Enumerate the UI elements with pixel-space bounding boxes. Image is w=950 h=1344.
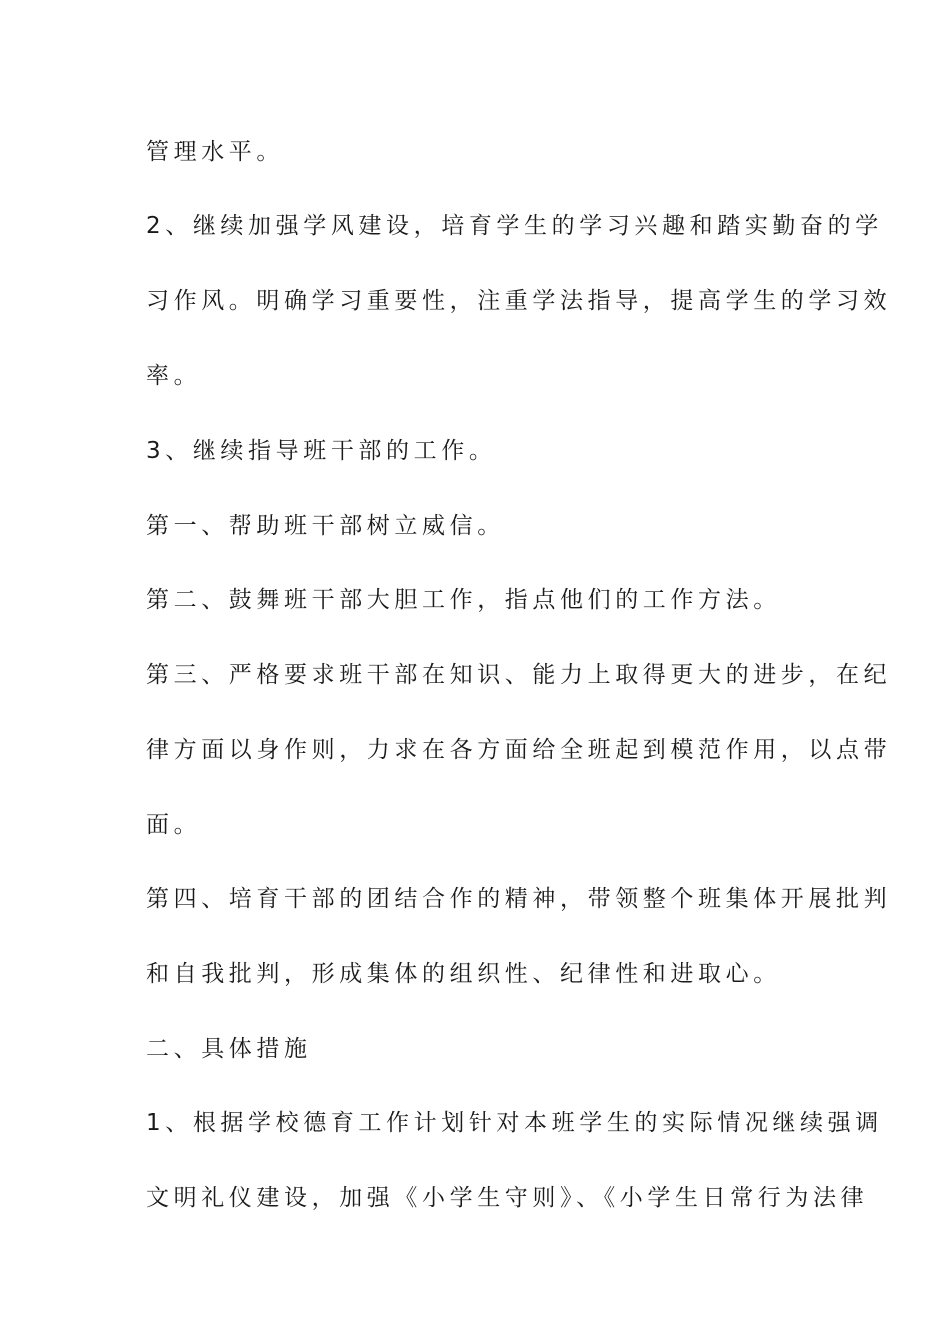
text-line: 第四、培育干部的团结合作的精神，带领整个班集体开展批判 [146,886,892,912]
text-line: 面。 [146,812,202,838]
text-line: 第二、鼓舞班干部大胆工作，指点他们的工作方法。 [146,587,781,613]
text-line: 文明礼仪建设，加强《小学生守则》、《小学生日常行为法律 [146,1185,869,1211]
text-line: 习作风。明确学习重要性，注重学法指导，提高学生的学习效 [146,288,892,314]
text-line: 管理水平。 [146,139,284,165]
text-line: 律方面以身作则，力求在各方面给全班起到模范作用，以点带 [146,737,892,763]
text-line: 和自我批判，形成集体的组织性、纪律性和进取心。 [146,961,781,987]
text-line: 3、继续指导班干部的工作。 [146,438,497,464]
text-line: 率。 [146,363,202,389]
text-line: 第三、严格要求班干部在知识、能力上取得更大的进步，在纪 [146,662,892,688]
section-heading: 二、具体措施 [146,1036,312,1062]
text-line: 1、根据学校德育工作计划针对本班学生的实际情况继续强调 [146,1110,883,1136]
text-line: 第一、帮助班干部树立威信。 [146,513,505,539]
text-line: 2、继续加强学风建设，培育学生的学习兴趣和踏实勤奋的学 [146,213,883,239]
